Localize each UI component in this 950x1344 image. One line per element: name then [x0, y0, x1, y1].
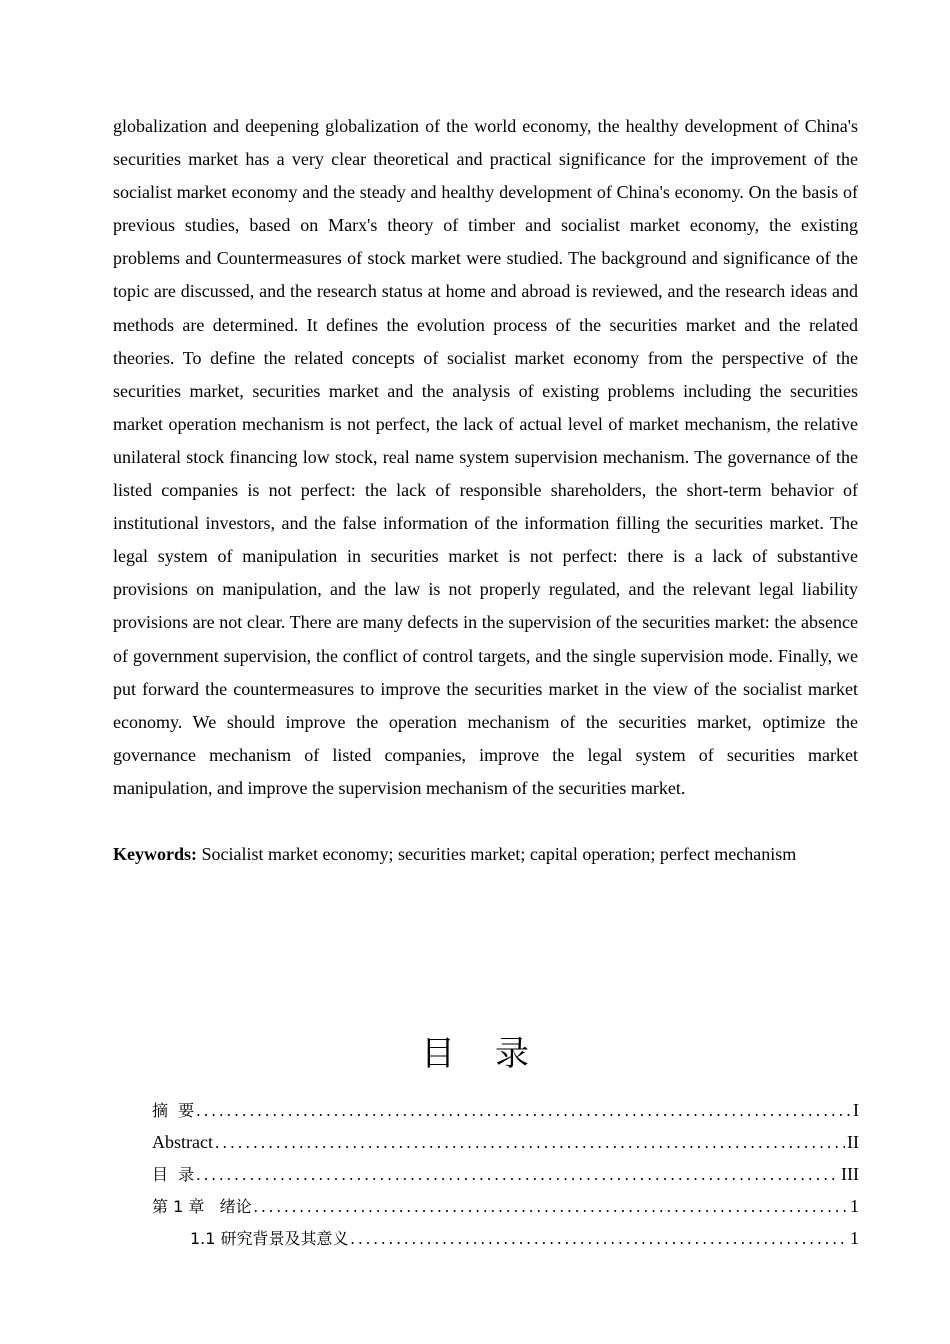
table-of-contents [152, 1094, 859, 1254]
toc-entry-page: 1 [850, 1196, 859, 1216]
toc-leader-dots [196, 1095, 851, 1127]
toc-leader-dots [254, 1191, 848, 1223]
toc-entry-page: 1 [850, 1228, 859, 1248]
toc-entry-section-1-1[interactable] [152, 1222, 859, 1254]
toc-leader-dots [351, 1223, 848, 1255]
keywords-label: Keywords: [113, 844, 197, 864]
abstract-body: globalization and deepening globalization of the world economy, the healthy development of China's securities market has a very clear theoretical and practical significance for the improvement of the socialist market economy and the steady and healthy development of China's economy. On the basis of previous studies, based on Marx's theory of timber and socialist market economy, the existing problems and Countermeasures of stock market were studied. The background and significance of the topic are discussed, and the research status at home and abroad is reviewed, and the research ideas and methods are determined. It defines the evolution process of the securities market and the related theories. To define the related concepts of socialist market economy from the perspective of the securities market, securities market and the analysis of existing problems including the securities market operation mechanism is not perfect, the lack of actual level of market mechanism, the relative unilateral stock financing low stock, real name system supervision mechanism. The governance of the listed companies is not perfect: the lack of responsible shareholders, the short-term behavior of institutional investors, and the false information of the information filling the securities market. The legal system of manipulation in securities market is not perfect: there is a lack of substantive provisions on manipulation, and the law is not properly regulated, and the relevant legal liability provisions are not clear. There are many defects in the supervision of the securities market: the absence of government supervision, the conflict of control targets, and the single supervision mode. Finally, we put forward the countermeasures to improve the securities market in the view of the socialist market economy. We should improve the operation mechanism of the securities market, optimize the governance mechanism of listed companies, improve the legal system of securities market manipulation, and improve the supervision mechanism of the securities market. [113, 116, 858, 798]
toc-entry-label: 1.1 研究背景及其意义 [190, 1229, 349, 1248]
toc-entry-label: 第 1 章 绪论 [152, 1197, 252, 1216]
toc-leader-dots [215, 1127, 845, 1159]
toc-entry-contents[interactable] [152, 1158, 859, 1190]
toc-entry-abstract-cn[interactable] [152, 1094, 859, 1126]
toc-entry-label: Abstract [152, 1132, 213, 1152]
toc-title [0, 1030, 950, 1078]
toc-entry-chapter-1[interactable] [152, 1190, 859, 1222]
keywords-line [113, 838, 873, 871]
toc-entry-page: I [853, 1100, 859, 1120]
toc-entry-page: II [847, 1132, 859, 1152]
toc-title-char-1: 目 [421, 1034, 455, 1074]
keywords-value: Socialist market economy; securities market; capital operation; perfect mechanism [201, 844, 797, 864]
toc-entry-abstract-en[interactable] [152, 1126, 859, 1158]
toc-leader-dots [196, 1159, 839, 1191]
toc-title-char-2: 录 [495, 1034, 529, 1074]
toc-entry-label: 摘 要 [152, 1101, 195, 1120]
toc-entry-page: III [841, 1164, 859, 1184]
toc-entry-label: 目 录 [152, 1165, 195, 1184]
